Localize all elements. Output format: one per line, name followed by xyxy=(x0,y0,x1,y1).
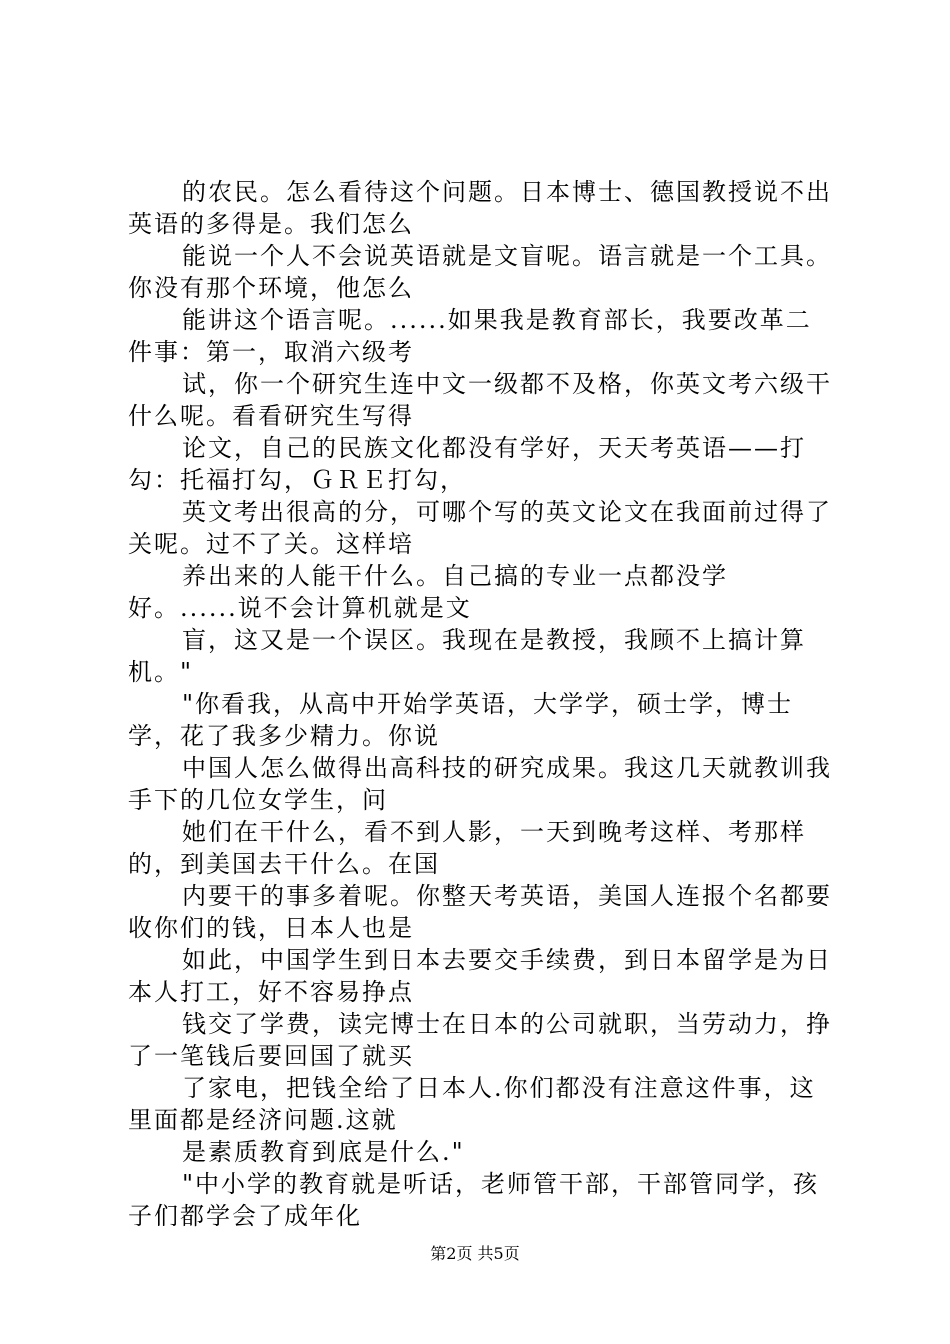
paragraph: 是素质教育到底是什么." xyxy=(182,1138,465,1166)
paragraph: 盲，这又是一个误区。我现在是教授，我顾不上搞计算机。" xyxy=(128,626,806,686)
paragraph: 能说一个人不会说英语就是文盲呢。语言就是一个工具。你没有那个环境，他怎么 xyxy=(128,242,832,302)
paragraph: 中国人怎么做得出高科技的研究成果。我这几天就教训我手下的几位女学生，问 xyxy=(128,754,832,814)
paragraph: 的农民。怎么看待这个问题。日本博士、德国教授说不出英语的多得是。我们怎么 xyxy=(128,178,832,238)
document-body xyxy=(128,176,834,1232)
page-footer: 第2页 共5页 xyxy=(430,1244,520,1263)
paragraph: 能讲这个语言呢。......如果我是教育部长，我要改革二件事：第一，取消六级考 xyxy=(128,306,812,366)
paragraph: 试，你一个研究生连中文一级都不及格，你英文考六级干什么呢。看看研究生写得 xyxy=(128,370,832,430)
paragraph: 英文考出很高的分，可哪个写的英文论文在我面前过得了关呢。过不了关。这样培 xyxy=(128,498,832,558)
paragraph: 如此，中国学生到日本去要交手续费，到日本留学是为日本人打工，好不容易挣点 xyxy=(128,946,832,1006)
paragraph: 论文，自己的民族文化都没有学好，天天考英语——打勾：托福打勾，ＧＲＥ打勾， xyxy=(128,434,806,494)
paragraph: "中小学的教育就是听话，老师管干部，干部管同学，孩子们都学会了成年化 xyxy=(128,1170,820,1230)
paragraph: "你看我，从高中开始学英语，大学学，硕士学，博士学，花了我多少精力。你说 xyxy=(128,690,794,750)
paragraph: 钱交了学费，读完博士在日本的公司就职，当劳动力，挣了一笔钱后要回国了就买 xyxy=(128,1010,832,1070)
paragraph: 内要干的事多着呢。你整天考英语，美国人连报个名都要收你们的钱，日本人也是 xyxy=(128,882,832,942)
paragraph: 她们在干什么，看不到人影，一天到晚考这样、考那样的，到美国去干什么。在国 xyxy=(128,818,806,878)
paragraph: 了家电，把钱全给了日本人.你们都没有注意这件事，这里面都是经济问题.这就 xyxy=(128,1074,816,1134)
paragraph: 养出来的人能干什么。自己搞的专业一点都没学好。......说不会计算机就是文 xyxy=(128,562,728,622)
